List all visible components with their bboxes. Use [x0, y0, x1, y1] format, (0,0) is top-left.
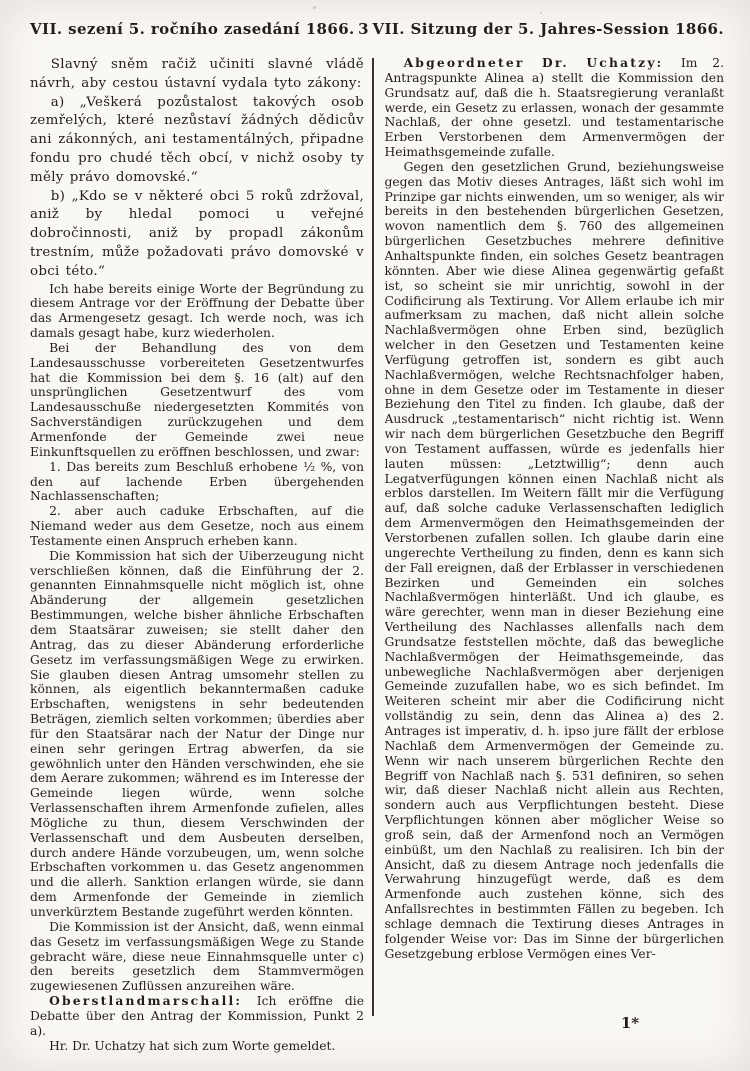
paragraph: Gegen den gesetzlichen Grund, beziehungsweise gegen das Motiv dieses Antrages, läßt sich wohl im Prinzipe gar nichts einwenden, um so weniger, als wir bereits in den bestehenden bürgerlichen Gesetzen, wovon namentlich dem §. 760 des allgemeinen bürgerlichen Gesetzbuches mehrere definitive Anhaltspunkte finden, ein solches Gesetz beantragen könnten. Aber wie diese Alinea gegenwärtig gefaßt ist, so scheint sie mir unrichtig, sowohl in der Codificirung als Textirung. Vor Allem erlaube ich mir aufmerksam zu machen, daß nicht allein solche Nachlaßvermögen ohne Erben sind, bezüglich welcher in den Gesetzen und Testamenten keine Verfügung getroffen ist, sondern es gibt auch Nachlaßvermögen, welche Rechtsnachfolger haben, ohne in dem Gesetze oder im Testamente in dieser Beziehung den Titel zu finden. Ich glaube, daß der Ausdruck „testamentarisch“ nicht richtig ist. Wenn wir nach dem bürgerlichen Gesetzbuche den Begriff von Testament auffassen, würde es jedenfalls hier lauten müssen: „Letztwillig“; denn auch Legatverfügungen können einen Nachlaß nicht als erblos darstellen. Im Weitern fällt mir die Verfügung auf, daß solche caduke Verlassenschaften lediglich dem Armenvermögen den Heimathsgemeinden der Verstorbenen zufallen sollen. Ich glaube darin eine ungerechte Vertheilung zu finden, denn es kann sich der Fall ereignen, daß der Erblasser in verschiedenen Bezirken und Gemeinden ein solches Nachlaßvermögen hinterläßt. Und ich glaube, es wäre gerechter, wenn man in dieser Beziehung eine Vertheilung des Nachlasses allenfalls nach dem Grundsatze feststellen möchte, daß das bewegliche Nachlaßvermögen der Heimathsgemeinde, das unbewegliche Nachlaßvermögen aber derjenigen Gemeinde zuzufallen habe, wo es sich befindet. Im Weiteren scheint mir aber die Codificirung nicht vollständig zu sein, denn das Alinea a) des 2. Antrages ist imperativ, d. h. ipso jure fällt der erblose Nachlaß dem Armenvermögen der Gemeinde zu. Wenn wir nach unserem bürgerlichen Rechte den Begriff von Nachlaß nach §. 531 definiren, so sehen wir, daß dieser Nachlaß nicht allein aus Rechten, sondern auch aus Verpflichtungen besteht. Diese Verpflichtungen können aber möglicher Weise so groß sein, daß der Armenfond noch an Vermögen einbüßt, um den Nachlaß zu realisiren. Ich bin der Ansicht, daß zu diesem Antrage noch jedenfalls die Verwahrung hinzugefügt werde, daß es dem Armenfonde auch zustehen könne, sich des Anfallsrechtes in bestimmten Fällen zu begeben. Ich schlage demnach die Textirung dieses Antrages in folgender Weise vor: Das im Sinne der bürgerlichen Gesetzgebung erblose Vermögen eines Ver-	[384, 159, 724, 961]
sheet-signature-mark: 1*	[620, 1014, 640, 1032]
paragraph: Hr. Dr. Uchatzy hat sich zum Worte gemeldet.	[49, 1038, 336, 1053]
paragraph: Slavný sněm račiž učiniti slavné vládě návrh, aby cestou ústavní vydala tyto zákony:	[30, 57, 364, 91]
paragraph: Die Kommission ist der Ansicht, daß, wenn einmal das Gesetz im verfassungsmäßigen Wege zu Stande gebracht wäre, diese neue Einnahmsquelle unter c) den bereits gesetzlich dem Stammvermögen zugewiesenen Zuflüssen anzureihen wäre.	[30, 919, 364, 994]
speaker-name: Oberstlandmarschall:	[49, 993, 257, 1009]
paragraph: a) „Veškerá pozůstalost takových osob zemřelých, které nezůstaví žádných dědicův ani zákonných, ani testamentálných, připadne fondu pro chudé těch obcí, v nichž osoby ty měly právo domovské.“	[30, 94, 364, 185]
scan-speck	[540, 12, 542, 14]
scan-speck	[120, 1048, 122, 1050]
left-column	[30, 56, 364, 1071]
column-divider	[372, 58, 374, 1016]
header-right-title: VII. Sitzung der 5. Jahres-Session 1866.	[372, 20, 724, 38]
paragraph: Ich habe bereits einige Worte der Begründung zu diesem Antrage vor der Eröffnung der Debatte über das Armengesetz gesagt. Ich werde noch, was ich damals gesagt habe, kurz wiederholen.	[30, 281, 364, 341]
right-column	[385, 56, 725, 1071]
header-left-title: VII. sezení 5. ročního zasedání 1866.	[30, 20, 355, 38]
speaker-name: Abgeordneter Dr. Uchatzy:	[403, 56, 681, 70]
scan-speck	[313, 6, 316, 9]
paragraph: Abgeordneter Dr. Uchatzy: Im 2. Antragspunkte Alinea a) stellt die Kommission den Grundsatz auf, daß die h. Staatsregierung veranlaßt werde, ein Gesetz zu erlassen, wonach der gesammte Nachlaß, der ohne gesetzl. und testamentarische Erben Verstorbenen dem Armenvermögen der Heimathsgemeinde zufalle.	[384, 56, 724, 160]
paragraph: b) „Kdo se v některé obci 5 roků zdržoval, aniž by hledal pomoci u veřejné dobročinnosti, aniž by propadl zákonům trestním, může požadovati právo domovské v obci této.“	[30, 188, 364, 279]
paragraph: Bei der Behandlung des von dem Landesausschusse vorbereiteten Gesetzentwurfes hat die Kommission bei dem §. 16 (alt) auf den unsprünglichen Gesetzentwurf des vom Landesausschuße niedergesetzten Kommités von Sachverständigen zurückzugehen und dem Armenfonde der Gemeinde zwei neue Einkunftsquellen zu eröffnen beschlossen, und zwar:	[30, 340, 364, 459]
page-number: 3	[358, 20, 369, 38]
paragraph: Die Kommission hat sich der Uiberzeugung nicht verschließen können, daß die Einführung der 2. genannten Einnahmsquelle nicht möglich ist, ohne Abänderung der allgemein gesetzlichen Bestimmungen, welche bisher ähnliche Erbschaften dem Staatsärar zuweisen; sie stellt daher den Antrag, das zu dieser Abänderung erforderliche Gesetz im verfassungsmäßigen Wege zu erwirken. Sie glauben diesen Antrag umsomehr stellen zu können, als eigentlich bekanntermaßen caduke Erbschaften, wenigstens in sehr bedeutenden Beträgen, ziemlich selten vorkommen; überdies aber für den Staatsärar nach der Natur der Dinge nur einen sehr geringen Ertrag abwerfen, da sie gewöhnlich unter den Händen verschwinden, ehe sie dem Aerare zukommen; während es im Interesse der Gemeinde liegen würde, wenn solche Verlassenschaften ihrem Armenfonde zufielen, alles Mögliche zu thun, diesem Verschwinden der Verlassenschaft und dem Ausbeuten derselben, durch andere Hände vorzubeugen, um, wenn solche Erbschaften vorkommen u. das Gesetz angenommen und die allerh. Sanktion erlangen würde, sie dann dem Armenfonde der Gemeinde in ziemlich unverkürztem Bestande zugeführt werden könnten.	[30, 548, 364, 919]
paragraph: 1. Das bereits zum Beschluß erhobene ½ %, von den auf lachende Erben übergehenden Nachlassenschaften;	[30, 459, 364, 504]
page-header	[30, 20, 724, 38]
two-column-body	[30, 56, 724, 1071]
paragraph: 2. aber auch caduke Erbschaften, auf die Niemand weder aus dem Gesetze, noch aus einem Testamente einen Anspruch erheben kann.	[30, 504, 364, 548]
paragraph: Oberstlandmarschall: Ich eröffne die Debatte über den Antrag der Kommission, Punkt 2 a).	[30, 993, 364, 1038]
